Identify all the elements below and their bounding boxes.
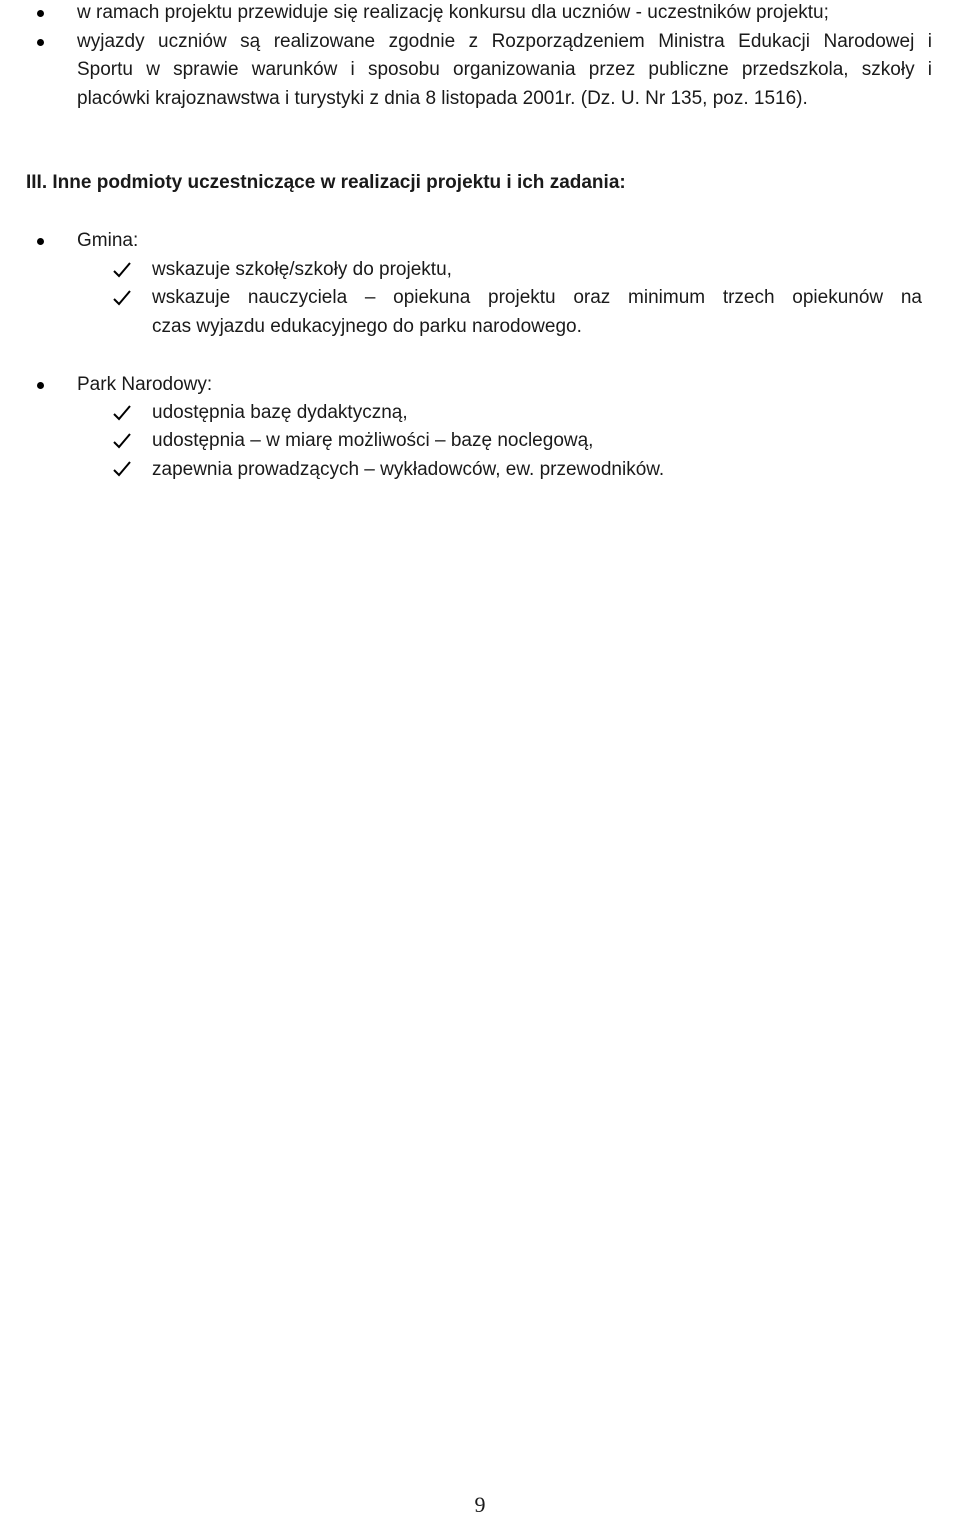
checkmark-icon [112,459,132,479]
park-item-1: udostępnia bazę dydaktyczną, [152,402,408,423]
intro-bullet-1: w ramach projektu przewiduje się realizację konkursu dla uczniów - uczestników projektu; [77,2,829,23]
bullet-dot [37,238,44,245]
intro-bullet-2-line-1: wyjazdy uczniów są realizowane zgodnie z Rozporządzeniem Ministra Edukacji Narodowej i [77,31,932,52]
intro-bullet-2-line-2: Sportu w sprawie warunków i sposobu organizowania przez publiczne przedszkola, szkoły i [77,59,932,80]
gmina-item-1: wskazuje szkołę/szkoły do projektu, [152,259,452,280]
page-number: 9 [474,1492,486,1517]
park-item-2: udostępnia – w miarę możliwości – bazę noclegową, [152,430,594,451]
section-heading: III. Inne podmioty uczestniczące w realizacji projektu i ich zadania: [26,172,626,193]
intro-bullet-2-line-3: placówki krajoznawstwa i turystyki z dnia 8 listopada 2001r. (Dz. U. Nr 135, poz. 1516). [77,88,808,109]
gmina-title: Gmina: [77,230,139,251]
bullet-dot [37,382,44,389]
park-item-3: zapewnia prowadzących – wykładowców, ew. przewodników. [152,459,665,480]
gmina-item-2: wskazuje nauczyciela – opiekuna projektu oraz minimum trzech opiekunów na [152,287,922,308]
checkmark-icon [112,403,132,423]
bullet-dot [37,10,44,17]
park-title: Park Narodowy: [77,374,213,395]
checkmark-icon [112,288,132,308]
gmina-item-2-continued: czas wyjazdu edukacyjnego do parku narodowego. [152,316,582,337]
checkmark-icon [112,260,132,280]
bullet-dot [37,39,44,46]
checkmark-icon [112,431,132,451]
